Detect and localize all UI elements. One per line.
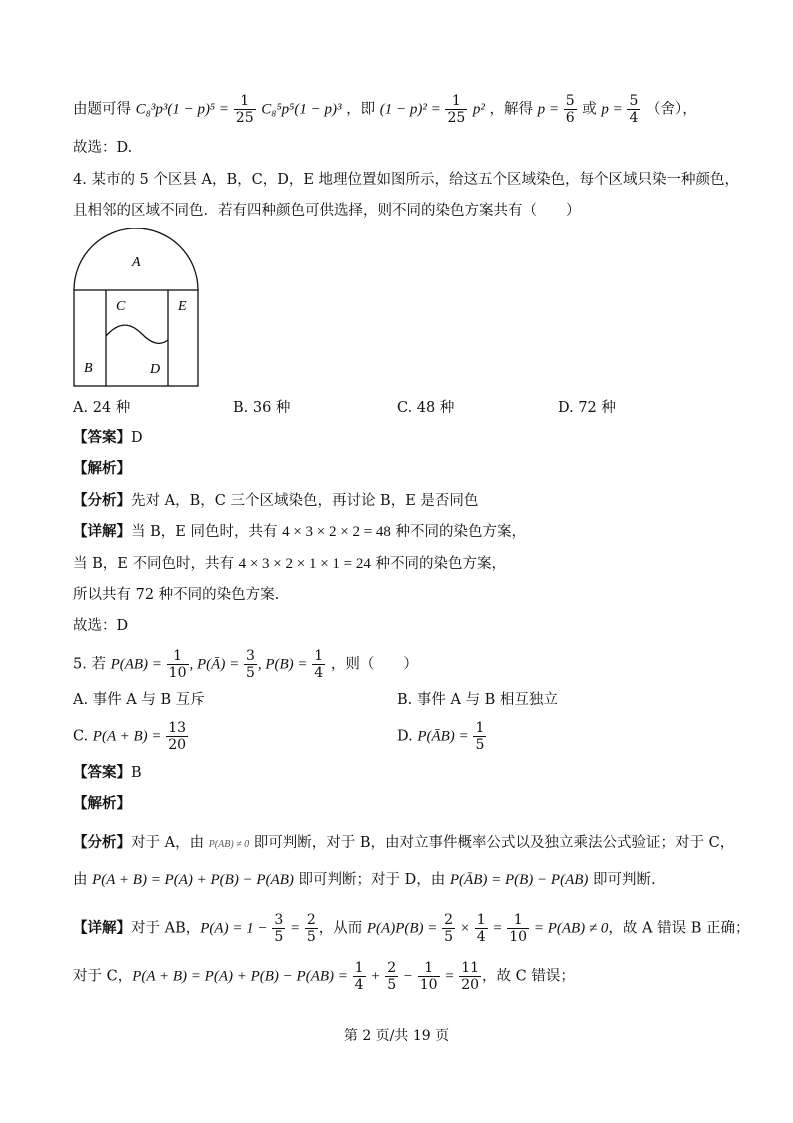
q4-option-d: D. 72 种	[558, 400, 616, 416]
text: ，故 A 错误 B 正确；	[608, 920, 750, 937]
q5-answer	[73, 763, 142, 783]
fenxi-tag: 【分析】	[73, 834, 131, 851]
text: 对于 AB，	[131, 920, 201, 937]
formula: P(A + B) =	[92, 728, 166, 745]
fraction: $\frac{2}{5}$	[444, 912, 454, 945]
formula: P(ĀB) = P(B) − P(AB)	[449, 872, 589, 888]
formula: P(ĀB) =	[417, 728, 473, 745]
formula: C₈⁵p⁵(1 − p)³	[261, 101, 342, 118]
formula: −	[399, 968, 417, 985]
text: 由	[73, 872, 93, 888]
solution-line-1	[73, 93, 697, 126]
fraction: $\frac{1}{25}$	[447, 93, 466, 126]
q4-xiangjie-2	[73, 554, 506, 574]
text: 或	[582, 101, 597, 118]
q4-xiangjie-1	[73, 522, 526, 542]
formula: =	[286, 920, 304, 937]
text: ，解得	[489, 101, 533, 118]
text: 即可判断，对于 B，由对立事件概率公式以及独立乘法公式验证；对于 C，	[249, 835, 735, 851]
formula: P(AB) ≠ 0	[208, 839, 250, 850]
q4-text-2: 且相邻的区域不同色．若有四种颜色可供选择，则不同的染色方案共有（ ）	[73, 203, 581, 219]
answer-line-1: 故选：D.	[73, 140, 133, 156]
formula: p²	[472, 101, 485, 118]
region-label-e: E	[178, 299, 187, 314]
formula: P(A) = 1 −	[200, 920, 272, 937]
text: ，从而	[318, 920, 367, 937]
answer-value: D	[131, 430, 143, 446]
q5-option-d	[397, 720, 487, 753]
q4-region-figure	[70, 228, 202, 390]
fraction: $\frac{1}{4}$	[314, 648, 324, 681]
fraction: $\frac{1}{5}$	[475, 720, 485, 753]
text: 种不同的染色方案，	[390, 524, 527, 540]
q5-option-b: B. 事件 A 与 B 相互独立	[397, 692, 558, 708]
text: ，故 C 错误；	[482, 968, 575, 985]
formula: , P(Ā) =	[189, 656, 243, 673]
option-label: C.	[73, 728, 89, 745]
q4-fenxi	[73, 491, 478, 511]
region-label-a: A	[132, 255, 141, 270]
q5-xiangjie-1	[73, 912, 750, 945]
fraction: $\frac{1}{10}$	[168, 648, 187, 681]
fraction: $\frac{2}{5}$	[387, 960, 397, 993]
formula: =	[440, 968, 459, 985]
fenxi-text: 先对 A，B，C 三个区域染色，再讨论 B，E 是否同色	[131, 493, 479, 509]
q4-select: 故选：D	[73, 618, 129, 634]
page-footer: 第 2 页/共 19 页	[343, 1028, 450, 1044]
text: 当 B，E 不同色时，共有	[73, 556, 239, 572]
fraction: $\frac{1}{10}$	[509, 912, 528, 945]
fraction: $\frac{5}{6}$	[565, 93, 575, 126]
text: 对于 C，	[73, 968, 133, 985]
answer-tag: 【答案】	[73, 429, 131, 446]
answer-value: B	[131, 765, 142, 781]
option-label: D.	[397, 728, 413, 745]
region-label-c: C	[116, 299, 126, 314]
q4-answer	[73, 428, 143, 448]
fraction: $\frac{11}{20}$	[461, 960, 480, 993]
text: 由题可得	[73, 101, 131, 118]
formula: +	[366, 968, 385, 985]
text: 当 B，E 同色时，共有	[131, 524, 283, 540]
text: （舍），	[646, 101, 697, 118]
fraction: $\frac{2}{5}$	[306, 912, 316, 945]
region-label-d: D	[150, 362, 161, 377]
fraction: $\frac{13}{20}$	[168, 720, 187, 753]
formula: 4 × 3 × 2 × 1 × 1 = 24	[238, 556, 371, 572]
q4-option-a: A. 24 种	[73, 400, 131, 416]
formula: (1 − p)² =	[379, 101, 445, 118]
formula: p =	[601, 101, 627, 118]
q4-text-1: 4. 某市的 5 个区县 A，B，C，D，E 地理位置如图所示，给这五个区域染色，每个区域只染一种颜色，	[73, 172, 740, 188]
fenxi-tag: 【分析】	[73, 492, 131, 509]
formula: p =	[537, 101, 563, 118]
fraction: $\frac{1}{4}$	[476, 912, 486, 945]
fraction: $\frac{3}{5}$	[274, 912, 284, 945]
formula: = P(AB) ≠ 0	[530, 920, 609, 937]
region-label-b: B	[84, 361, 93, 376]
q5-option-c	[73, 720, 189, 753]
xiangjie-tag: 【详解】	[73, 523, 131, 540]
answer-tag: 【答案】	[73, 764, 131, 781]
formula: P(A + B) = P(A) + P(B) − P(AB) =	[132, 968, 352, 985]
formula: 4 × 3 × 2 × 2 = 48	[282, 524, 391, 540]
text: 种不同的染色方案，	[370, 556, 506, 572]
formula: C₈³p³(1 − p)⁵ =	[135, 101, 233, 118]
formula: ×	[456, 920, 474, 937]
text: 5. 若	[73, 656, 111, 673]
xiangjie-tag: 【详解】	[73, 919, 131, 937]
q5-stem	[73, 648, 418, 681]
text: 即可判断.	[588, 872, 656, 888]
text: ，则（ ）	[330, 656, 418, 673]
q5-xiangjie-2	[73, 960, 575, 993]
q4-analysis-tag: 【解析】	[73, 460, 131, 477]
formula: P(AB) =	[110, 656, 166, 673]
fraction: $\frac{1}{25}$	[235, 93, 254, 126]
q5-analysis-tag: 【解析】	[73, 795, 131, 812]
fraction: $\frac{5}{4}$	[629, 93, 639, 126]
formula: , P(B) =	[257, 656, 312, 673]
q5-fenxi-2	[73, 870, 656, 890]
formula: P(A)P(B) =	[366, 920, 442, 937]
text: 对于 A，由	[131, 835, 209, 851]
q4-option-b: B. 36 种	[233, 400, 291, 416]
text: ，即	[346, 101, 376, 118]
formula: =	[488, 920, 507, 937]
formula: P(A + B) = P(A) + P(B) − P(AB)	[92, 872, 294, 888]
fraction: $\frac{1}{10}$	[419, 960, 438, 993]
q5-fenxi-1	[73, 833, 734, 855]
fraction: $\frac{3}{5}$	[245, 648, 255, 681]
fraction: $\frac{1}{4}$	[354, 960, 364, 993]
q4-xiangjie-3: 所以共有 72 种不同的染色方案.	[73, 587, 280, 603]
text: 即可判断；对于 D，由	[293, 872, 450, 888]
q4-option-c: C. 48 种	[397, 400, 455, 416]
q5-option-a: A. 事件 A 与 B 互斥	[73, 692, 205, 708]
